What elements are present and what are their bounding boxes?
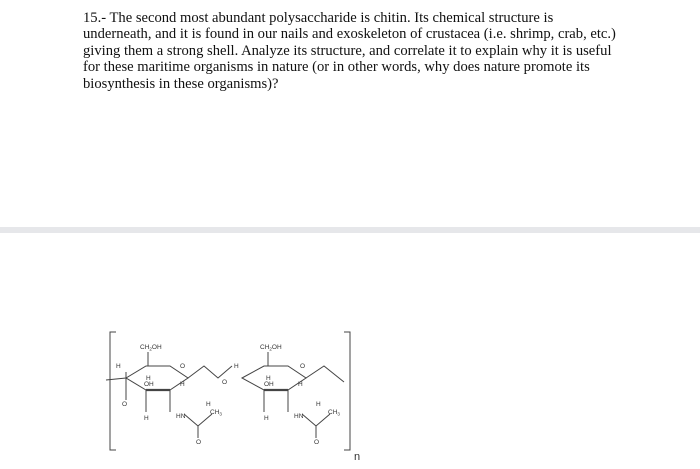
right-bracket [344, 332, 350, 450]
h-label: H [234, 363, 239, 370]
h-label: H [116, 363, 121, 370]
ring-oxygen-1: O [180, 363, 186, 370]
ch3-label-1: $CH_3$ [210, 409, 222, 417]
end-oxygen: O [122, 401, 128, 408]
question-line-5: biosynthesis in these organisms)? [83, 75, 279, 92]
oh-label-1: OH [144, 381, 154, 388]
hn-label-2: HN [294, 413, 304, 420]
question-line-3: giving them a strong shell. Analyze its structure, and correlate it to explain why it is useful [83, 42, 612, 59]
question-line-4: for these maritime organisms in nature (or in other words, why does nature promote its [83, 59, 590, 76]
bridge-oxygen: O [222, 379, 228, 386]
ring-2 [242, 366, 306, 390]
question-line-1: 15.- The second most abundant polysaccharide is chitin. Its chemical structure is [83, 10, 554, 26]
carbonyl-oxygen-1: O [196, 439, 202, 446]
h-label: H [266, 375, 271, 382]
ch3-label-2: $CH_3$ [328, 409, 340, 417]
oh-label-2: OH [264, 381, 274, 388]
hn-label-1: HN [176, 413, 186, 420]
h-label: H [298, 381, 303, 388]
h-label: H [146, 375, 151, 382]
left-bracket [110, 332, 116, 450]
ch2oh-label-1: $CH_2OH$ [140, 344, 162, 352]
h-label: H [144, 415, 149, 422]
h-label: H [264, 415, 269, 422]
chitin-structure-diagram [100, 322, 400, 462]
question-text [83, 10, 643, 92]
question-line-2: underneath, and it is found in our nails and exoskeleton of crustacea (i.e. shrimp, crab, etc.) [83, 26, 616, 43]
repeat-subscript: n [354, 451, 361, 462]
h-label: H [180, 381, 185, 388]
h-label: H [316, 401, 321, 408]
ring-oxygen-2: O [300, 363, 306, 370]
ch2oh-label-2: $CH_2OH$ [260, 344, 282, 352]
h-label: H [206, 401, 211, 408]
section-divider [0, 227, 700, 233]
ring-1 [126, 366, 188, 390]
carbonyl-oxygen-2: O [314, 439, 320, 446]
